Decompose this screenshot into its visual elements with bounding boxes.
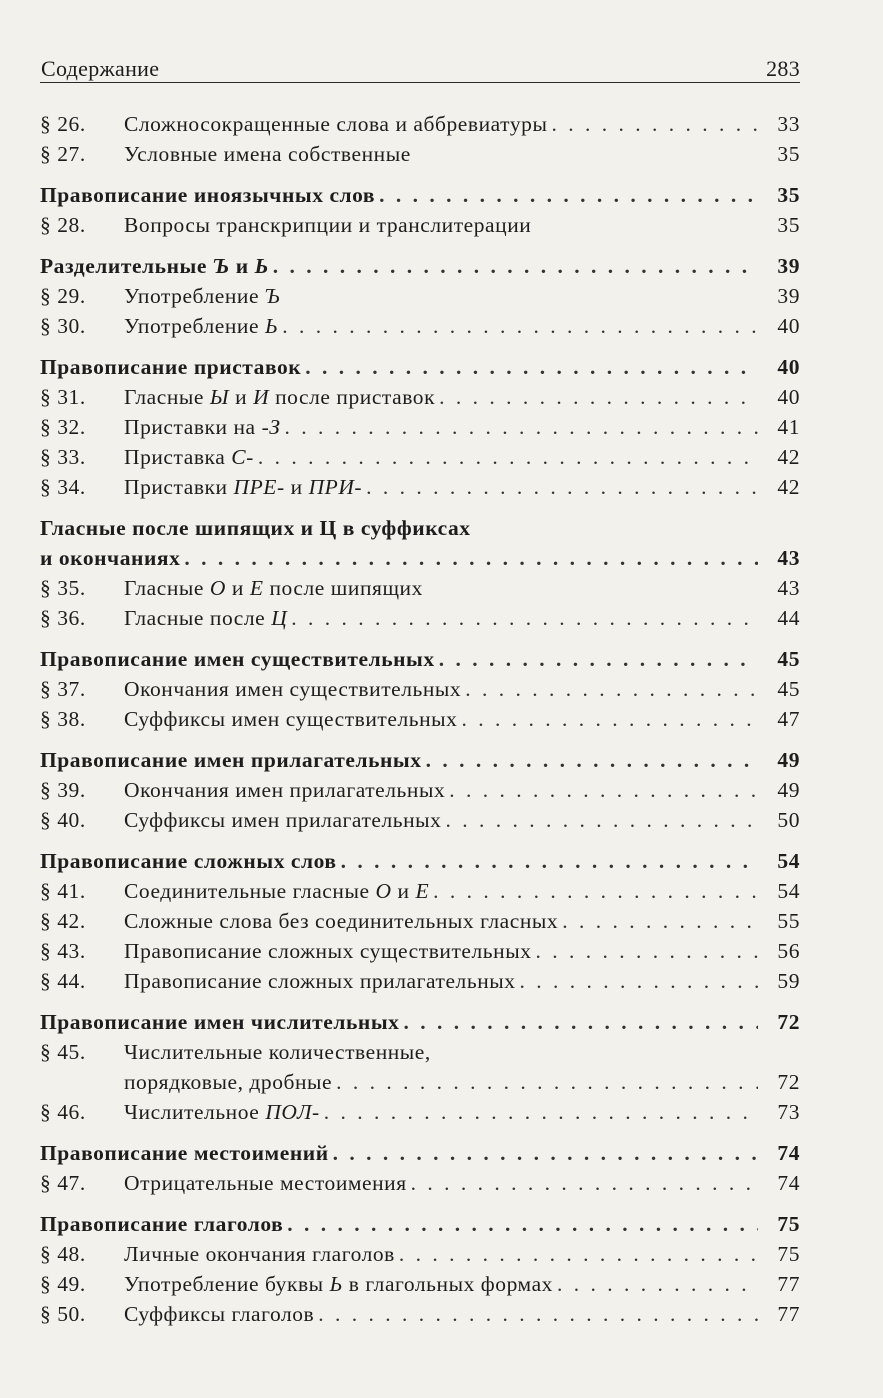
entry-page: 35 [777,142,800,166]
toc-section[interactable] [40,644,800,674]
section-title: Правописание глаголов [40,1212,284,1236]
toc-entry[interactable] [40,1037,800,1097]
toc-group [40,251,800,341]
section-title: Правописание местоимений [40,1141,329,1165]
section-page: 43 [777,546,800,570]
toc-entry[interactable] [40,966,800,996]
toc-entry[interactable] [40,876,800,906]
entry-title: Правописание сложных существительных [124,939,532,963]
toc-group [40,1209,800,1329]
entry-number: § 26. [40,112,86,136]
toc-section[interactable] [40,352,800,382]
entry-title: Окончания имен прилагательных [124,778,446,802]
entry-title: Употребление Ъ [124,284,281,308]
toc-entry[interactable] [40,704,800,734]
entry-page: 72 [777,1070,800,1094]
toc-entry[interactable] [40,1097,800,1127]
entry-title: Числительное ПОЛ- [124,1100,320,1124]
entry-page: 40 [777,314,800,338]
entry-title: Окончания имен существительных [124,677,462,701]
toc-group [40,644,800,734]
toc-entry[interactable] [40,139,800,169]
toc-entry[interactable] [40,1168,800,1198]
toc-section[interactable] [40,1138,800,1168]
entry-page: 42 [777,445,800,469]
entry-title: Суффиксы имен существительных [124,707,458,731]
entry-title-line1: Числительные количественные, [124,1040,431,1064]
entry-page: 33 [777,112,800,136]
entry-number: § 42. [40,909,86,933]
entry-number: § 32. [40,415,86,439]
toc-entry[interactable] [40,906,800,936]
entry-title: Личные окончания глаголов [124,1242,395,1266]
toc-entry[interactable] [40,109,800,139]
running-header [40,48,800,83]
entry-number: § 48. [40,1242,86,1266]
toc-entry[interactable] [40,442,800,472]
entry-title: Суффиксы глаголов [124,1302,315,1326]
section-page: 75 [777,1212,800,1236]
entry-number: § 46. [40,1100,86,1124]
entry-number: § 27. [40,142,86,166]
entry-number: § 35. [40,576,86,600]
section-page: 39 [777,254,800,278]
entry-number: § 30. [40,314,86,338]
toc-entry[interactable] [40,412,800,442]
section-page: 74 [777,1141,800,1165]
toc-entry[interactable] [40,805,800,835]
entry-title: Употребление буквы Ь в глагольных формах [124,1272,553,1296]
entry-title: Условные имена собственные [124,142,411,166]
entry-number: § 39. [40,778,86,802]
entry-number: § 41. [40,879,86,903]
entry-page: 54 [777,879,800,903]
book-page [40,48,800,1340]
entry-number: § 33. [40,445,86,469]
entry-page: 56 [777,939,800,963]
section-title-line1: Гласные после шипящих и Ц в суффиксах [40,516,471,540]
entry-page: 42 [777,475,800,499]
toc-group [40,846,800,996]
entry-number: § 50. [40,1302,86,1326]
toc-entry[interactable] [40,210,800,240]
entry-page: 73 [777,1100,800,1124]
entry-title: Гласные Ы и И после приставок [124,385,436,409]
entry-title: Приставки на -З [124,415,281,439]
toc-group [40,1138,800,1198]
toc-group [40,109,800,169]
entry-number: § 36. [40,606,86,630]
entry-title: Сложносокращенные слова и аббревиатуры [124,112,548,136]
toc-group [40,745,800,835]
section-title: Правописание имен существительных [40,647,435,671]
toc-section[interactable] [40,846,800,876]
entry-title: Сложные слова без соединительных гласных [124,909,559,933]
entry-page: 44 [777,606,800,630]
entry-number: § 31. [40,385,86,409]
entry-number: § 38. [40,707,86,731]
toc-section[interactable] [40,513,800,573]
toc-entry[interactable] [40,311,800,341]
entry-page: 39 [777,284,800,308]
toc-entry[interactable] [40,936,800,966]
entry-number: § 45. [40,1040,86,1064]
table-of-contents [40,109,800,1329]
header-page-number: 283 [766,56,800,81]
entry-title: Гласные после Ц [124,606,288,630]
toc-group [40,352,800,502]
toc-section[interactable] [40,251,800,281]
toc-entry[interactable] [40,472,800,502]
entry-page: 47 [777,707,800,731]
entry-title: Употребление Ь [124,314,279,338]
section-page: 49 [777,748,800,772]
entry-title: Приставка С- [124,445,254,469]
toc-section[interactable] [40,745,800,775]
entry-page: 35 [777,213,800,237]
header-title: Содержание [41,56,160,81]
entry-title: Вопросы транскрипции и транслитерации [124,213,532,237]
toc-section[interactable] [40,1209,800,1239]
entry-number: § 29. [40,284,86,308]
section-title: Правописание имен числительных [40,1010,400,1034]
entry-title: Соединительные гласные О и Е [124,879,430,903]
entry-number: § 47. [40,1171,86,1195]
entry-page: 77 [777,1272,800,1296]
entry-number: § 49. [40,1272,86,1296]
toc-entry[interactable] [40,603,800,633]
entry-page: 50 [777,808,800,832]
entry-title: Суффиксы имен прилагательных [124,808,442,832]
entry-number: § 40. [40,808,86,832]
entry-page: 77 [777,1302,800,1326]
entry-page: 55 [777,909,800,933]
section-title: Правописание имен прилагательных [40,748,422,772]
entry-number: § 44. [40,969,86,993]
entry-page: 40 [777,385,800,409]
section-title-line2: и окончаниях [40,546,181,570]
toc-entry[interactable] [40,1299,800,1329]
section-page: 40 [777,355,800,379]
entry-page: 49 [777,778,800,802]
toc-entry[interactable] [40,674,800,704]
toc-entry[interactable] [40,1269,800,1299]
entry-number: § 37. [40,677,86,701]
toc-group [40,1007,800,1127]
entry-page: 45 [777,677,800,701]
section-title: Правописание приставок [40,355,302,379]
section-title: Разделительные Ъ и Ь [40,254,269,278]
toc-group [40,513,800,633]
toc-entry[interactable] [40,775,800,805]
entry-page: 41 [777,415,800,439]
section-page: 72 [777,1010,800,1034]
toc-section[interactable] [40,180,800,210]
entry-title-line2: порядковые, дробные [124,1070,333,1094]
section-title: Правописание иноязычных слов [40,183,376,207]
toc-entry[interactable] [40,1239,800,1269]
entry-title: Правописание сложных прилагательных [124,969,516,993]
entry-title: Гласные О и Е после шипящих [124,576,423,600]
toc-section[interactable] [40,1007,800,1037]
section-title: Правописание сложных слов [40,849,337,873]
section-page: 45 [777,647,800,671]
entry-title: Приставки ПРЕ- и ПРИ- [124,475,363,499]
entry-page: 43 [777,576,800,600]
toc-group [40,180,800,240]
toc-entry[interactable] [40,281,800,311]
entry-title: Отрицательные местоимения [124,1171,407,1195]
entry-page: 75 [777,1242,800,1266]
entry-number: § 28. [40,213,86,237]
entry-number: § 34. [40,475,86,499]
toc-entry[interactable] [40,573,800,603]
section-page: 35 [777,183,800,207]
entry-page: 74 [777,1171,800,1195]
entry-page: 59 [777,969,800,993]
toc-entry[interactable] [40,382,800,412]
entry-number: § 43. [40,939,86,963]
section-page: 54 [777,849,800,873]
